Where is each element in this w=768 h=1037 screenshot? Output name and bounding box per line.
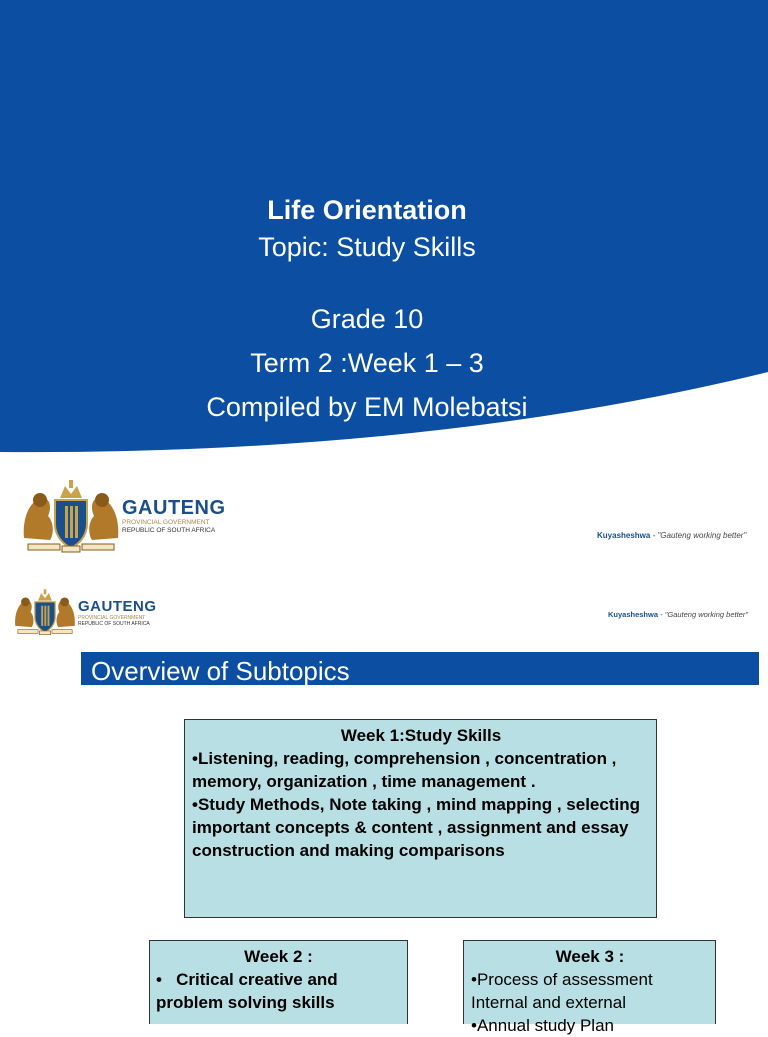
kuyasheshwa-tagline (597, 531, 746, 540)
gauteng-subtitle: PROVINCIAL GOVERNMENT (122, 519, 210, 526)
slide-title: Life Orientation (267, 195, 467, 225)
slide-topic: Topic: Study Skills (258, 232, 476, 262)
kuyasheshwa-tagline-small (608, 610, 748, 619)
week3-title: Week 3 : (555, 947, 625, 966)
tagline-quote: - "Gauteng working better" (658, 610, 748, 619)
gauteng-wordmark-small (78, 598, 157, 627)
gauteng-country: REPUBLIC OF SOUTH AFRICA (122, 527, 216, 534)
week2-item-1: • Critical creative and problem solving skills (156, 970, 343, 1012)
gauteng-logo-small (12, 588, 157, 636)
week1-title: Week 1:Study Skills (340, 726, 502, 745)
gauteng-logo (20, 478, 226, 554)
week3-item-1: •Process of assessment Internal and external (471, 970, 653, 1012)
overview-heading: Overview of Subtopics (81, 652, 759, 685)
coat-of-arms-icon (20, 478, 122, 554)
tagline-quote: - "Gauteng working better" (650, 531, 747, 540)
week2-box (149, 940, 408, 1024)
slide-term: Term 2 :Week 1 – 3 (250, 348, 484, 378)
week3-item-2: •Annual study Plan (471, 1016, 614, 1035)
slide-compiled-by: Compiled by EM Molebatsi (206, 392, 528, 422)
week2-title: Week 2 : (244, 947, 313, 966)
slide-grade: Grade 10 (310, 304, 424, 334)
tagline-bold: Kuyasheshwa (608, 610, 659, 619)
tagline-bold: Kuyasheshwa (597, 531, 651, 540)
coat-of-arms-icon (12, 588, 78, 636)
gauteng-subtitle: PROVINCIAL GOVERNMENT (78, 614, 146, 621)
week1-item-2: •Study Methods, Note taking , mind mapping , selecting important concepts & content , assignment and essay construction and making comparisons (192, 795, 640, 860)
week1-box (184, 719, 657, 918)
gauteng-name: GAUTENG (78, 597, 157, 615)
week1-item-1: •Listening, reading, comprehension , concentration , memory, organization , time management . (192, 749, 617, 791)
week3-box (463, 940, 716, 1035)
gauteng-name: GAUTENG (122, 497, 226, 519)
title-block (0, 190, 734, 429)
gauteng-wordmark (122, 497, 226, 535)
gauteng-country: REPUBLIC OF SOUTH AFRICA (78, 620, 150, 627)
